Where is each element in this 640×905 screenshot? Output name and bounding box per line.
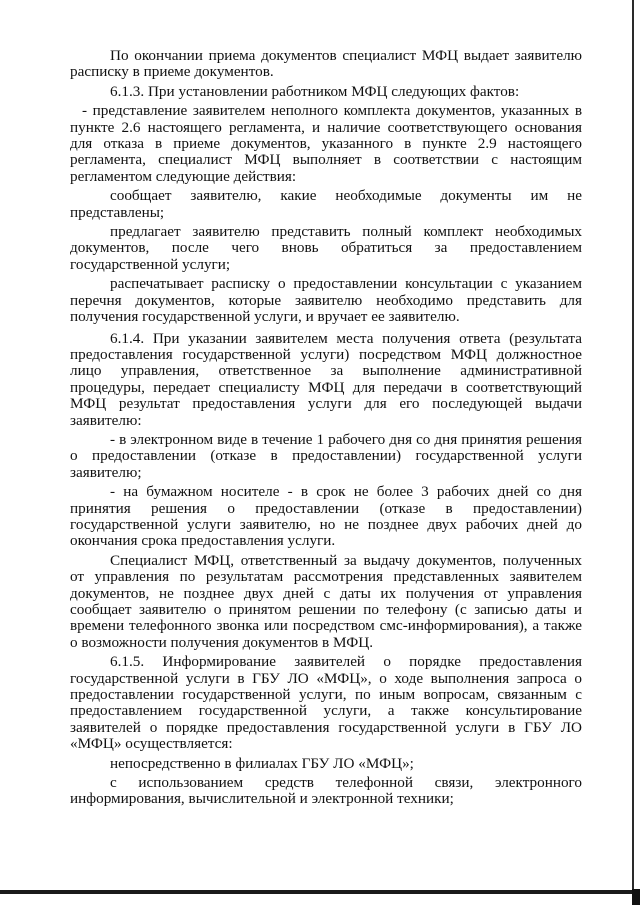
paragraph-receipt: По окончании приема документов специалист МФЦ выдает заявителю расписку в приеме документов. [70, 47, 582, 81]
paragraph-6-1-5: 6.1.5. Информирование заявителей о порядке предоставления государственной услуги в ГБУ ЛО «МФЦ», о ходе выполнения запроса о предоставлении государственной услуги, по иным вопросам, связанным с предоставлением государственной услуги, а также консультирование заявителей о порядке предоставления государственной услуги в ГБУ ЛО «МФЦ» осуществляется: [70, 653, 582, 753]
scan-edge-right [632, 0, 634, 890]
paragraph-6-1-3-heading: 6.1.3. При установлении работником МФЦ следующих фактов: [110, 82, 520, 100]
scan-corner-mark [632, 889, 640, 905]
paragraph-action-print-receipt: распечатывает расписку о предоставлении консультации с указанием перечня документов, которые заявителю необходимо представить для получения государственной услуги, и вручает ее заявителю. [70, 275, 582, 326]
paragraph-action-offer: предлагает заявителю представить полный комплект необходимых документов, после чего вновь обратиться за предоставлением государственной услуги; [70, 223, 582, 273]
paragraph-incomplete-documents: - представление заявителем неполного комплекта документов, указанных в пункте 2.6 настоящего регламента, и наличие соответствующего основания для отказа в приеме документов, указанного в пункте 2.9 настоящего регламента, специалист МФЦ выполняет в соответствии с настоящим регламентом следующие действия: [70, 102, 582, 185]
paragraph-telephone: с использованием средств телефонной связи, электронного информирования, вычислительной и электронной техники; [70, 774, 582, 808]
paragraph-action-inform: сообщает заявителю, какие необходимые документы им не представлены; [70, 187, 582, 221]
paragraph-mfc-specialist: Специалист МФЦ, ответственный за выдачу документов, полученных от управления по результатам рассмотрения представленных заявителем документов, не позднее двух дней с даты их получения от управления сообщает заявителю о принятом решении по телефону (с записью даты и времени телефонного звонка или посредством смс-информирования), а также о возможности получения документов в МФЦ. [70, 551, 582, 651]
scan-edge-bottom [0, 890, 632, 894]
paragraph-6-1-4: 6.1.4. При указании заявителем места получения ответа (результата предоставления государственной услуги) посредством МФЦ должностное лицо управления, ответственное за выполнение административной процедуры, передает специалисту МФЦ для передачи в соответствующий МФЦ результат предоставления услуги для его последующей выдачи заявителю: [70, 329, 582, 429]
document-body [70, 48, 582, 811]
paragraph-branches: непосредственно в филиалах ГБУ ЛО «МФЦ»; [110, 754, 414, 772]
paragraph-electronic-form: - в электронном виде в течение 1 рабочего дня со дня принятия решения о предоставлении (отказе в предоставлении) государственной услуги заявителю; [70, 430, 582, 481]
paragraph-paper-form: - на бумажном носителе - в срок не более 3 рабочих дней со дня принятия решения о предоставлении (отказе в предоставлении) государственной услуги заявителю, но не позднее двух рабочих дней до окончания срока предоставления услуги. [70, 483, 582, 550]
